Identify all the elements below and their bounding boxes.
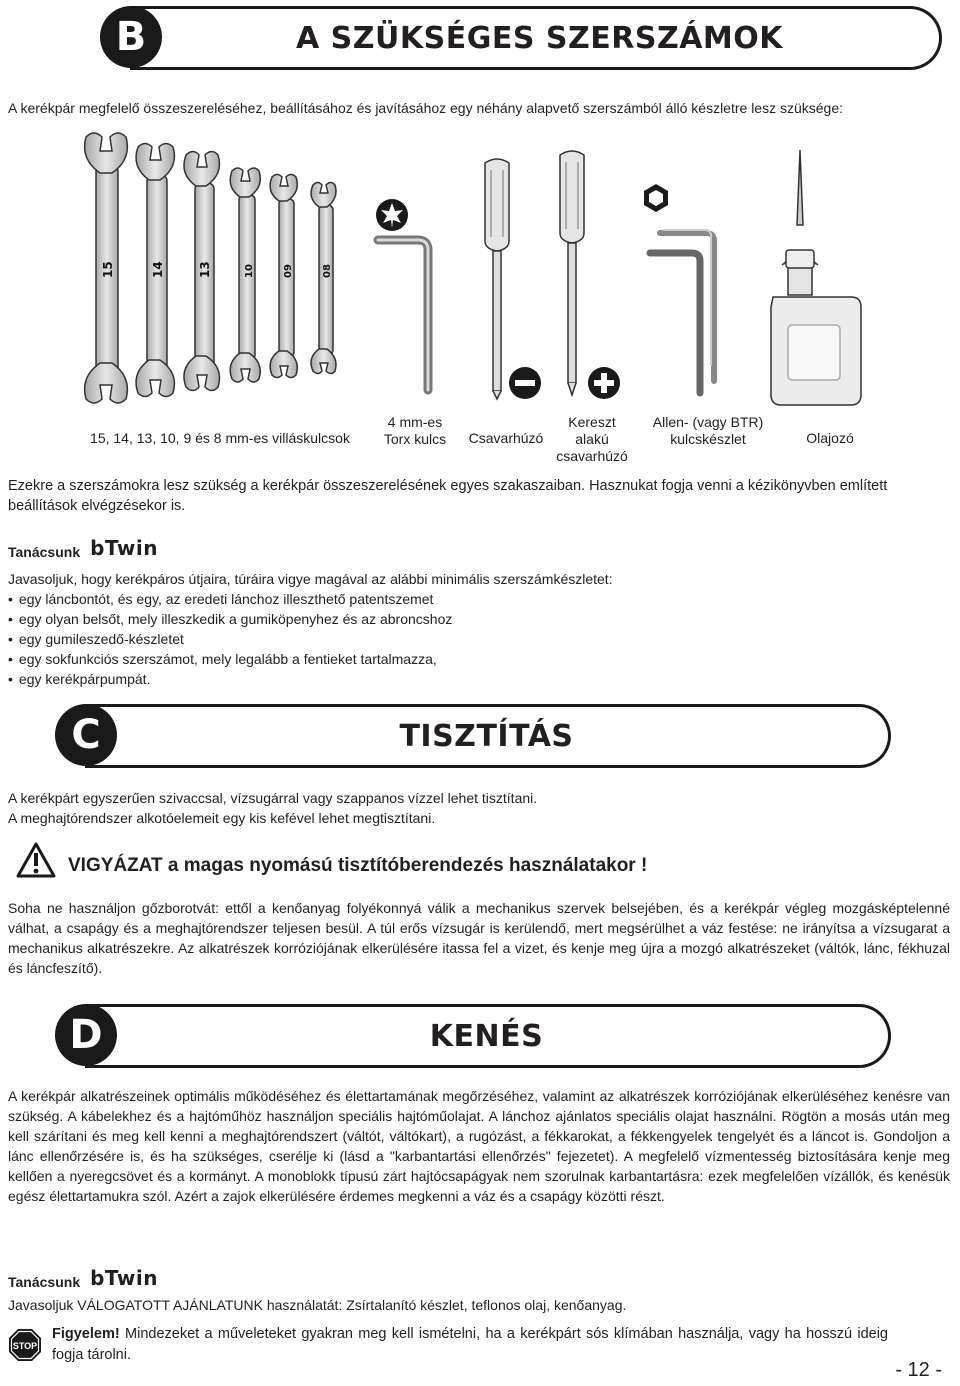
stop-text: Mindezeket a műveleteket gyakran meg kell ismételni, ha a kerékpárt sós klímában használja, vagy ha hosszú ideig fogja tárolni. bbox=[52, 1326, 888, 1363]
section-c-title: TISZTÍTÁS bbox=[399, 718, 574, 754]
section-b-letter-text: B bbox=[115, 14, 147, 60]
btwin-logo: bTwin bbox=[90, 1266, 158, 1290]
screwdriver-icon bbox=[485, 159, 541, 399]
list-item: • egy olyan belsőt, mely illeszkedik a gumiköpenyhez és az abroncshoz bbox=[8, 609, 928, 629]
stop-note bbox=[52, 1324, 888, 1366]
tip-label: Tanácsunk bbox=[8, 1274, 81, 1290]
list-item: • egy láncbontót, és egy, az eredeti lánchoz illeszthető patentszemet bbox=[8, 589, 928, 609]
list-item: • egy sokfunkciós szerszámot, mely legalább a fentieket tartalmazza, bbox=[8, 649, 928, 669]
allen-key-set-icon bbox=[644, 184, 714, 393]
wrench-size-label: 10 bbox=[244, 264, 255, 278]
tip-text: Javasoljuk VÁLOGATOTT AJÁNLATUNK használatát: Zsírtalanító készlet, teflonos olaj, kenőanyag. bbox=[8, 1297, 627, 1313]
caption-oiler: Olajozó bbox=[806, 430, 854, 446]
stop-label: Figyelem! bbox=[52, 1326, 126, 1342]
warning-triangle-icon bbox=[16, 842, 56, 878]
tip-intro: Javasoljuk, hogy kerékpáros útjaira, túráira vigye magával az alábbi minimális szerszámkészletet: bbox=[8, 571, 613, 587]
section-b-header bbox=[130, 6, 942, 70]
wrench-size-label: 08 bbox=[322, 264, 333, 278]
stop-sign-icon bbox=[8, 1328, 42, 1362]
tip-label: Tanácsunk bbox=[8, 544, 81, 560]
caption-screwdriver: Csavarhúzó bbox=[468, 430, 544, 446]
tip-content bbox=[8, 569, 928, 689]
caption-cross-screwdriver: Kereszt alakú csavarhúzó bbox=[556, 414, 628, 464]
wrench-size-label: 09 bbox=[283, 264, 294, 278]
tip-header bbox=[8, 1266, 158, 1290]
section-b-title: A SZÜKSÉGES SZERSZÁMOK bbox=[295, 20, 784, 56]
section-d-letter: D bbox=[55, 1004, 117, 1066]
lubrication-text: A kerékpár alkatrészeinek optimális működéséhez és élettartamának megőrzéséhez, valamint az alkatrészek korróziójának elkerüléséhez kenésre van szükség. A kábelekhez és a hajtóműhöz használjon speciális hajtóműolajat. A lánchoz ajánlatos speciális olajat használni. Rögtön a mosás után meg kell szárítani és meg kell kenni a meghajtórendszert (váltót, váltókart), a rugózást, a fékkarokat, a fékkengyelek tengelyét és a láncot is. Gondoljon a lánc ellenőrzésére is, és ha szükséges, cserélje ki (lásd a "karbantartási ellenőrzés" fejezetet). A megfelelő vízmentesség biztosítására kenje meg kellően a nyeregcsövet és a kormányt. A monoblokk típusú zárt hajtócsapágyak nem szorulnak karbantartásra: ezek megfelelően vízállók, és kenésük egész élettartamukra szól. Azért a zajok elkerülésére érdemes megkenni a váz és a csapágy közötti részt. bbox=[8, 1088, 950, 1204]
wrench-size-label: 14 bbox=[151, 261, 165, 278]
tools-usage-text: Ezekre a szerszámokra lesz szükség a kerékpár összeszerelésének egyes szakaszaiban. Hasznukat fogja venni a kézikönyvben említett beállítások elvégzésekor is. bbox=[8, 478, 888, 514]
section-d-title: KENÉS bbox=[429, 1018, 544, 1054]
list-item: • egy gumileszedő-készletet bbox=[8, 629, 928, 649]
tools-illustration bbox=[60, 125, 880, 410]
btwin-logo: bTwin bbox=[90, 536, 158, 560]
caption-allen: Allen- (vagy BTR) kulcskészlet bbox=[652, 414, 764, 447]
tip-list bbox=[8, 589, 928, 689]
warning-title: VIGYÁZAT a magas nyomású tisztítóberendezés használatakor ! bbox=[68, 855, 648, 876]
section-b-letter bbox=[100, 6, 162, 68]
warning-text: Soha ne használjon gőzborotvát: ettől a kenőanyag folyékonnyá válik a mechanikus szervek belsejében, és a kerékpár végleg mozgásképtelenné válhat, a csapágy és a meghajtórendszer teljesen besül. A túl erős vízsugár is kerülendő, mert megsérülhet a váz festése: ne irányítsa a vízsugarat a mechanikus alkatrészekre. Az alkatrészek korróziójának elkerülésére itassa fel a vizet, és kenje meg újra a mozgó alkatrészeket (váltók, lánc, fékhuzal és láncfeszítő). bbox=[8, 900, 950, 976]
cleaning-text: A kerékpárt egyszerűen szivaccsal, vízsugárral vagy szappanos vízzel lehet tisztítani. A meghajtórendszer alkotóelemeit egy kis kefével lehet megtisztítani. bbox=[8, 790, 538, 826]
wrench-size-label: 15 bbox=[101, 261, 115, 278]
tools-intro: A kerékpár megfelelő összeszereléséhez, beállításához és javításához egy néhány alapvető szerszámból álló készletre lesz szüksége: bbox=[8, 100, 844, 116]
list-item: • egy kerékpárpumpát. bbox=[8, 669, 928, 689]
torx-key-icon bbox=[376, 199, 428, 390]
caption-torx: 4 mm-es Torx kulcs bbox=[383, 414, 447, 447]
section-c-letter: C bbox=[55, 704, 117, 766]
section-c-header bbox=[85, 704, 891, 768]
section-d-header bbox=[85, 1004, 891, 1068]
tip-header bbox=[8, 536, 158, 560]
caption-wrenches: 15, 14, 13, 10, 9 és 8 mm-es villáskulcsok bbox=[90, 430, 350, 446]
oiler-icon bbox=[771, 150, 861, 405]
cross-screwdriver-icon bbox=[560, 151, 620, 399]
page-number: - 12 - bbox=[895, 1359, 942, 1381]
wrench-size-label: 13 bbox=[198, 261, 212, 278]
stop-sign-label: STOP bbox=[12, 1341, 38, 1351]
